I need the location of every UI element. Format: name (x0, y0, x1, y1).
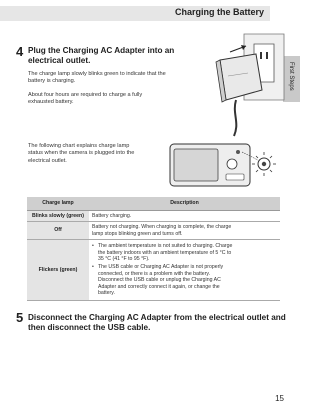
header-bar (0, 6, 270, 21)
description-cell (89, 222, 280, 240)
step-5-title-line2: then disconnect the USB cable. (28, 323, 151, 332)
bullet-line: 35 °C (41 °F to 95 °F). (98, 256, 150, 263)
table-row (27, 240, 280, 301)
description-cell (89, 240, 280, 301)
side-tab-label: First Steps (288, 62, 294, 91)
description-line: lamp stops blinking green and turns off. (92, 230, 183, 237)
lamp-status-cell: Flickers (green) (27, 240, 89, 301)
table-header-description: Description (89, 197, 280, 210)
step-4-para-2-line2: exhausted battery. (28, 99, 74, 106)
step-5-title-line1: Disconnect the Charging AC Adapter from the electrical outlet and (28, 313, 286, 322)
bullet-line: Disconnect the USB cable or unplug the Charging AC (98, 277, 221, 284)
table-header-row (27, 197, 280, 210)
bullet-line: • The ambient temperature is not suited to charging. Charge (98, 243, 233, 250)
step-4-number: 4 (16, 44, 24, 59)
lamp-status-cell: Off (27, 222, 89, 240)
step-4-para-3-line1: The following chart explains charge lamp (28, 143, 130, 149)
page-header-title: Charging the Battery (174, 7, 264, 17)
adapter-outlet-illustration (196, 30, 288, 138)
step-4-title-line1: Plug the Charging AC Adapter into an (28, 46, 175, 55)
step-5-number: 5 (16, 310, 24, 325)
step-5-title (28, 313, 286, 333)
bullet-line: connected, or there is a problem with the battery. (98, 270, 211, 277)
description-line: Battery not charging. When charging is complete, the charge (92, 224, 232, 231)
table-row (27, 210, 280, 222)
bullet-line: battery. (98, 290, 115, 297)
step-4-para-1 (28, 71, 166, 86)
step-4-title (28, 46, 174, 66)
lamp-status-cell: Blinks slowly (green) (27, 210, 89, 222)
step-4-para-2 (28, 92, 142, 107)
charge-lamp-table (27, 197, 280, 301)
step-4-para-3-line3: electrical outlet. (28, 157, 67, 164)
description-bullet (92, 243, 277, 263)
description-bullet-list (92, 243, 277, 297)
table-row (27, 222, 280, 240)
step-4-para-3-line2: status when the camera is plugged into the (28, 150, 135, 157)
step-4-para-3 (28, 143, 134, 165)
camera-charge-lamp-illustration (168, 140, 280, 190)
bullet-line: • The USB cable or Charging AC Adapter is not properly (98, 264, 224, 271)
step-4-para-2-line1: About four hours are required to charge a fully (28, 92, 143, 98)
page-number: 15 (275, 394, 284, 403)
table-header-charge-lamp: Charge lamp (27, 197, 89, 210)
bullet-line: the battery indoors with an ambient temperature of 5 °C to (98, 249, 232, 256)
step-4-para-1-line2: battery is charging. (28, 78, 76, 85)
step-4-para-1-line1: The charge lamp slowly blinks green to indicate that the (28, 71, 166, 77)
step-4-title-line2: electrical outlet. (28, 56, 91, 65)
description-cell: Battery charging. (89, 210, 280, 222)
bullet-line: Adapter and correctly connect it again, or change the (98, 283, 220, 290)
description-bullet (92, 264, 277, 297)
